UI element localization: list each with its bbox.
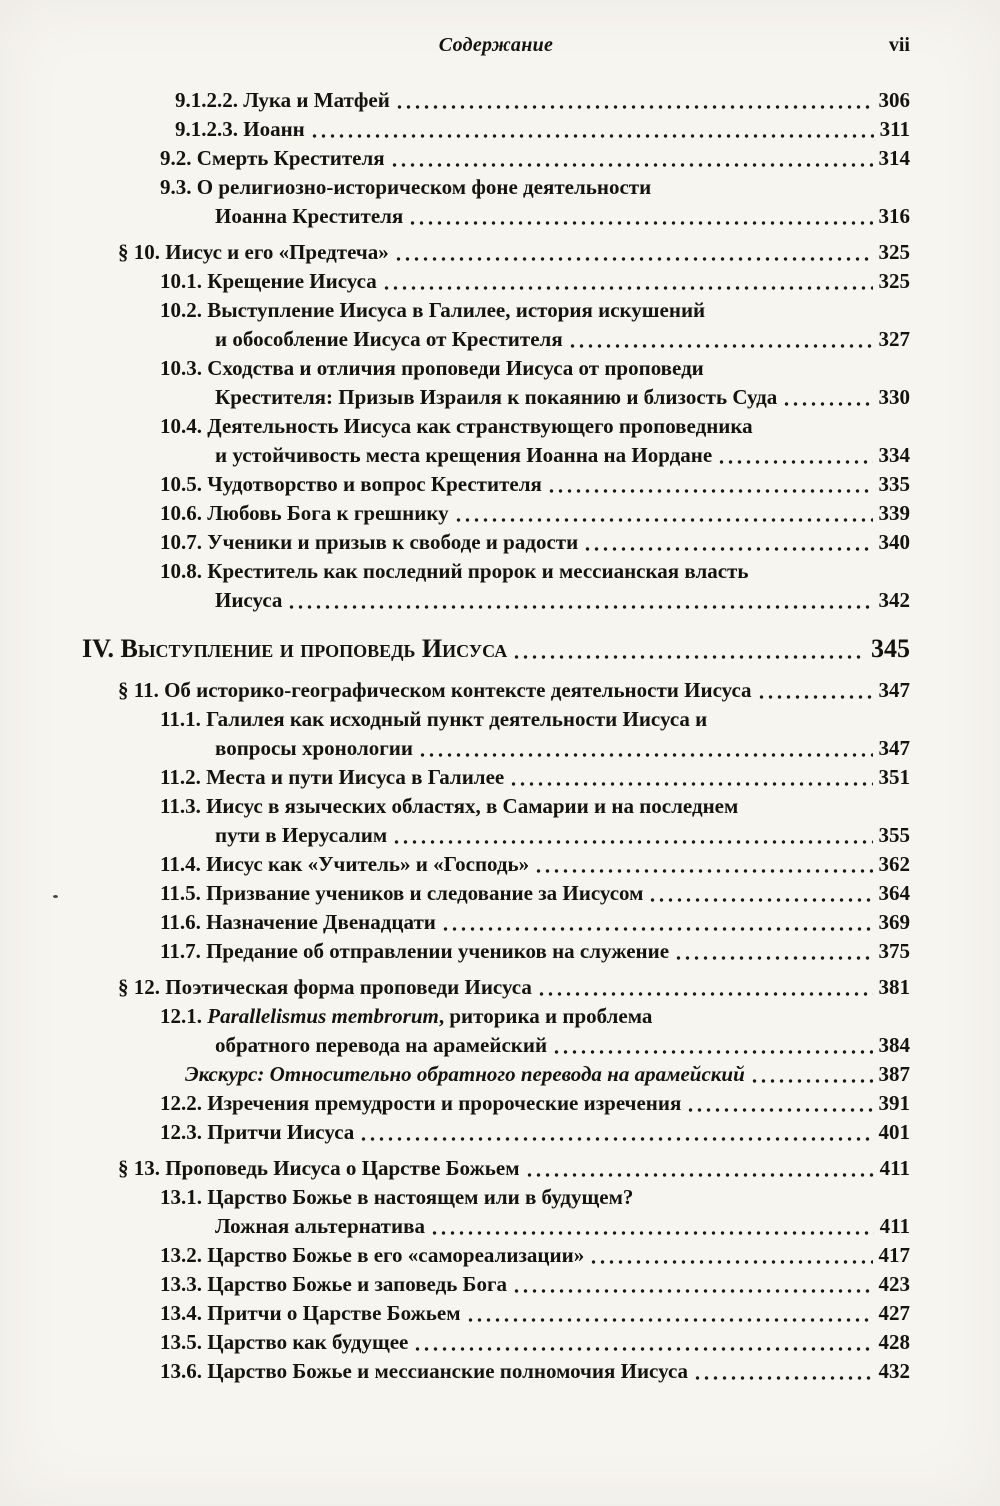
dot-leader xyxy=(537,973,873,1002)
toc-entry xyxy=(82,144,910,173)
toc-entry-text: § 10. Иисус и его «Предтеча» xyxy=(118,240,389,264)
toc-entry xyxy=(82,973,910,1002)
toc-entry xyxy=(82,705,910,734)
toc-entry-page: 375 xyxy=(878,939,910,963)
dot-leader xyxy=(547,470,873,499)
toc-entry-page: 411 xyxy=(879,1214,910,1238)
toc-entry-page: 314 xyxy=(878,146,910,170)
toc-entry xyxy=(82,792,910,821)
toc-entry-text: 9.1.2.3. Иоанн xyxy=(175,117,305,141)
toc-entry xyxy=(82,296,910,325)
dot-leader xyxy=(382,267,873,296)
toc-entry xyxy=(82,499,910,528)
toc-entry-text: 9.3. О религиозно-историческом фоне деятельности xyxy=(160,175,652,199)
toc-entry xyxy=(82,1118,910,1147)
table-of-contents xyxy=(82,86,910,1386)
dot-leader xyxy=(534,850,872,879)
toc-entry-page: 362 xyxy=(878,852,910,876)
toc-entry xyxy=(82,115,910,144)
toc-entry xyxy=(82,676,910,705)
toc-entry xyxy=(82,441,910,470)
toc-entry-page: 351 xyxy=(878,765,910,789)
toc-entry-page: 340 xyxy=(878,530,910,554)
dot-leader xyxy=(392,821,872,850)
toc-entry-text: 13.6. Царство Божье и мессианские полномочия Иисуса xyxy=(160,1359,689,1383)
toc-entry xyxy=(82,528,910,557)
dot-leader xyxy=(408,202,872,231)
toc-entry-page: 387 xyxy=(878,1062,910,1086)
toc-entry xyxy=(82,734,910,763)
toc-entry-text: пути в Иерусалим xyxy=(215,823,388,847)
toc-entry-text: 13.2. Царство Божье в его «самореализации» xyxy=(160,1243,585,1267)
toc-entry-text: 11.2. Места и пути Иисуса в Галилее xyxy=(160,765,505,789)
toc-entry-text: 10.8. Креститель как последний пророк и мессианская власть xyxy=(160,559,749,583)
toc-entry xyxy=(82,1270,910,1299)
toc-entry-text: Иисуса xyxy=(215,588,283,612)
toc-entry-text: 11.4. Иисус как «Учитель» и «Господь» xyxy=(160,852,530,876)
toc-entry-page: 316 xyxy=(878,204,910,228)
toc-entry-text: 13.1. Царство Божье в настоящем или в будущем? xyxy=(160,1185,634,1209)
toc-entry xyxy=(82,470,910,499)
toc-entry-text: вопросы хронологии xyxy=(215,736,413,760)
toc-entry xyxy=(82,354,910,383)
toc-entry-text: § 13. Проповедь Иисуса о Царстве Божьем xyxy=(118,1156,520,1180)
toc-entry xyxy=(82,850,910,879)
toc-entry xyxy=(82,1060,910,1089)
dot-leader xyxy=(413,1328,872,1357)
toc-entry xyxy=(82,1241,910,1270)
toc-entry xyxy=(82,631,910,667)
toc-entry-text: Крестителя: Призыв Израиля к покаянию и близость Суда xyxy=(215,385,778,409)
dot-leader xyxy=(757,676,873,705)
toc-entry-text: 13.4. Притчи о Царстве Божьем xyxy=(160,1301,461,1325)
toc-entry-text: 9.2. Смерть Крестителя xyxy=(160,146,385,170)
dot-leader xyxy=(441,908,873,937)
dot-leader xyxy=(418,734,873,763)
dot-leader xyxy=(359,1118,872,1147)
toc-entry xyxy=(82,908,910,937)
toc-entry xyxy=(82,1154,910,1183)
toc-entry-text: 12.3. Притчи Иисуса xyxy=(160,1120,355,1144)
toc-entry xyxy=(82,937,910,966)
toc-entry xyxy=(82,1183,910,1212)
dot-leader xyxy=(466,1299,873,1328)
toc-entry-text: 10.7. Ученики и призыв к свободе и радости xyxy=(160,530,579,554)
dot-leader xyxy=(394,238,873,267)
toc-entry xyxy=(82,202,910,231)
toc-entry-text: 11.1. Галилея как исходный пункт деятельности Иисуса и xyxy=(160,707,708,731)
toc-entry xyxy=(82,267,910,296)
toc-entry-text: 10.6. Любовь Бога к грешнику xyxy=(160,501,449,525)
toc-entry xyxy=(82,1031,910,1060)
scan-artifact-dot xyxy=(53,895,58,898)
toc-entry-text: § 11. Об историко-географическом контексте деятельности Иисуса xyxy=(118,678,752,702)
toc-entry-page: 428 xyxy=(878,1330,910,1354)
toc-entry-text: 10.3. Сходства и отличия проповеди Иисуса от проповеди xyxy=(160,356,704,380)
dot-leader xyxy=(750,1060,873,1089)
toc-entry xyxy=(82,325,910,354)
toc-entry-page: 364 xyxy=(878,881,910,905)
toc-entry-page: 423 xyxy=(878,1272,910,1296)
toc-entry xyxy=(82,1212,910,1241)
toc-entry-text: Экскурс: Относительно обратного перевода на арамейский xyxy=(185,1062,745,1086)
toc-entry-text: Ложная альтернатива xyxy=(215,1214,425,1238)
dot-leader xyxy=(525,1154,874,1183)
toc-entry-page: 342 xyxy=(878,588,910,612)
toc-entry-page: 384 xyxy=(878,1033,910,1057)
toc-entry xyxy=(82,1089,910,1118)
toc-entry xyxy=(82,586,910,615)
toc-entry-text: и устойчивость места крещения Иоанна на Иордане xyxy=(215,443,713,467)
toc-entry xyxy=(82,1002,910,1031)
toc-entry-text: и обособление Иисуса от Крестителя xyxy=(215,327,563,351)
toc-entry-text: IV. Выступление и проповедь Иисуса xyxy=(82,634,508,663)
dot-leader xyxy=(674,937,872,966)
toc-entry-page: 427 xyxy=(878,1301,910,1325)
toc-entry-text: 10.4. Деятельность Иисуса как странствующего проповедника xyxy=(160,414,753,438)
toc-entry-text: 11.3. Иисус в языческих областях, в Самарии и на последнем xyxy=(160,794,739,818)
toc-entry-page: 381 xyxy=(878,975,910,999)
toc-entry xyxy=(82,557,910,586)
toc-entry-page: 335 xyxy=(878,472,910,496)
toc-entry-text: 10.2. Выступление Иисуса в Галилее, история искушений xyxy=(160,298,706,322)
toc-entry-page: 417 xyxy=(878,1243,910,1267)
dot-leader xyxy=(782,383,872,412)
toc-entry-page: 325 xyxy=(878,269,910,293)
toc-entry-text: 11.7. Предание об отправлении учеников на служение xyxy=(160,939,670,963)
toc-entry xyxy=(82,821,910,850)
toc-entry xyxy=(82,86,910,115)
dot-leader xyxy=(583,528,872,557)
dot-leader xyxy=(648,879,872,908)
toc-entry-text: 12.1. Parallelismus membrorum, риторика и проблема xyxy=(160,1004,653,1028)
toc-entry xyxy=(82,879,910,908)
dot-leader xyxy=(454,499,873,528)
toc-entry-text: 11.5. Призвание учеников и следование за Иисусом xyxy=(160,881,644,905)
toc-entry-page: 369 xyxy=(878,910,910,934)
dot-leader xyxy=(310,115,874,144)
dot-leader xyxy=(693,1357,872,1386)
toc-entry-text: 10.1. Крещение Иисуса xyxy=(160,269,377,293)
toc-entry-page: 330 xyxy=(878,385,910,409)
toc-entry xyxy=(82,763,910,792)
dot-leader xyxy=(512,631,865,667)
toc-entry-text: 9.1.2.2. Лука и Матфей xyxy=(175,88,390,112)
dot-leader xyxy=(512,1270,873,1299)
toc-entry-page: 391 xyxy=(878,1091,910,1115)
folio-page-number: vii xyxy=(888,34,910,56)
toc-entry-text: 13.5. Царство как будущее xyxy=(160,1330,409,1354)
toc-entry xyxy=(82,1328,910,1357)
dot-leader xyxy=(430,1212,874,1241)
toc-entry-page: 311 xyxy=(879,117,910,141)
dot-leader xyxy=(589,1241,872,1270)
toc-entry-text: 10.5. Чудотворство и вопрос Крестителя xyxy=(160,472,542,496)
toc-entry-text: 12.2. Изречения премудрости и пророческие изречения xyxy=(160,1091,682,1115)
toc-entry xyxy=(82,383,910,412)
contents-heading: Содержание xyxy=(438,34,554,56)
toc-entry-page: 355 xyxy=(878,823,910,847)
dot-leader xyxy=(552,1031,872,1060)
toc-entry-page: 401 xyxy=(878,1120,910,1144)
dot-leader xyxy=(390,144,873,173)
dot-leader xyxy=(717,441,872,470)
toc-entry xyxy=(82,1299,910,1328)
dot-leader xyxy=(686,1089,872,1118)
toc-entry-page: 432 xyxy=(878,1359,910,1383)
toc-entry-text: § 12. Поэтическая форма проповеди Иисуса xyxy=(118,975,532,999)
dot-leader xyxy=(287,586,872,615)
dot-leader xyxy=(509,763,872,792)
toc-entry xyxy=(82,1357,910,1386)
toc-entry-page: 339 xyxy=(878,501,910,525)
toc-entry xyxy=(82,173,910,202)
toc-entry-text: Иоанна Крестителя xyxy=(215,204,404,228)
toc-entry-page: 327 xyxy=(878,327,910,351)
dot-leader xyxy=(395,86,873,115)
toc-entry-text: 11.6. Назначение Двенадцати xyxy=(160,910,436,934)
toc-entry-page: 411 xyxy=(879,1156,910,1180)
toc-entry-page: 325 xyxy=(878,240,910,264)
toc-entry-page: 347 xyxy=(878,736,910,760)
toc-entry-text: обратного перевода на арамейский xyxy=(215,1033,548,1057)
toc-entry-page: 306 xyxy=(878,88,910,112)
toc-entry-page: 345 xyxy=(871,634,910,663)
page-header xyxy=(82,30,910,60)
toc-entry xyxy=(82,412,910,441)
toc-entry-text: 13.3. Царство Божье и заповедь Бога xyxy=(160,1272,507,1296)
dot-leader xyxy=(568,325,873,354)
toc-entry-page: 347 xyxy=(878,678,910,702)
toc-entry xyxy=(82,238,910,267)
toc-entry-page: 334 xyxy=(878,443,910,467)
